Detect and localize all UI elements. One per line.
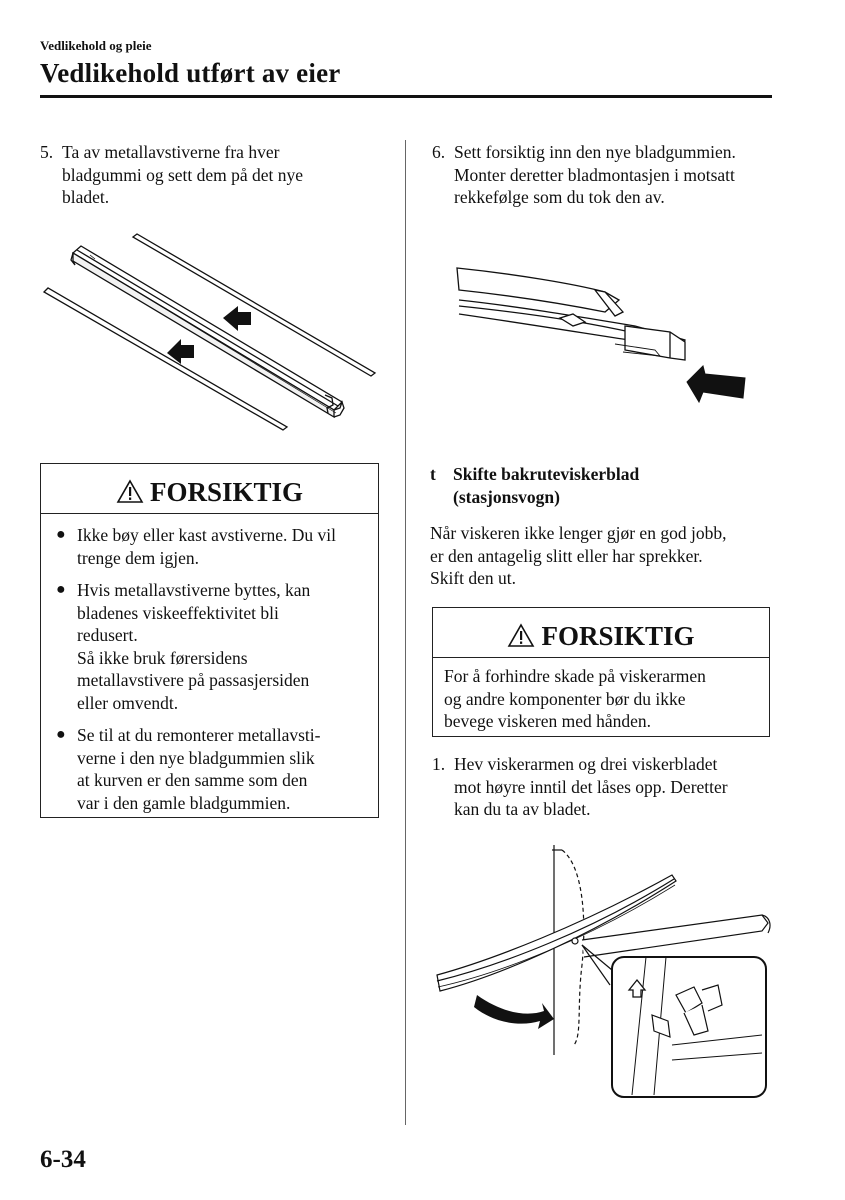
rotate-arrow-icon — [474, 995, 554, 1029]
step-line: Monter deretter bladmontasjen i motsatt — [454, 164, 735, 185]
step-number: 6. — [432, 142, 446, 162]
step-text — [62, 141, 303, 209]
para-line: Når viskeren ikke lenger gjør en god jobb, — [430, 523, 727, 543]
caution-heading — [433, 608, 769, 658]
step-line: Hev viskerarmen og drei viskerbladet — [454, 754, 718, 774]
item-line: Ikke bøy eller kast avstiverne. Du vil — [77, 525, 337, 545]
item-line: Se til at du remonterer metallavsti- — [77, 725, 321, 745]
caution-line: bevege viskeren med hånden. — [444, 711, 652, 731]
step-number: 1. — [432, 754, 446, 774]
title-line: Skifte bakruteviskerblad — [453, 464, 640, 484]
step-6 — [432, 141, 777, 211]
caution-label: FORSIKTIG — [541, 620, 695, 651]
item-line: var i den gamle bladgummien. — [77, 792, 291, 813]
item-line: bladenes viskeeffektivitet bli — [77, 602, 279, 623]
item-line: eller omvendt. — [77, 692, 179, 713]
rotation-path — [562, 850, 584, 1045]
title-line: (stasjonsvogn) — [453, 486, 560, 507]
step-text — [454, 141, 736, 209]
list-item — [41, 579, 378, 714]
arrow-left-icon — [223, 306, 251, 331]
item-line: trenge dem igjen. — [77, 547, 199, 568]
step-5 — [40, 141, 380, 211]
item-line: Så ikke bruk førersidens — [77, 647, 248, 668]
subsection-heading — [430, 463, 775, 511]
step-text — [454, 753, 728, 821]
bullet-icon: ● — [56, 581, 66, 598]
item-line: metallavstivere på passasjersiden — [77, 670, 310, 690]
step-number: 5. — [40, 142, 54, 162]
para-line: er den antagelig slitt eller har sprekker. — [430, 545, 703, 566]
caution-box-right — [432, 607, 770, 737]
subsection-title — [453, 463, 639, 508]
list-item — [41, 524, 378, 569]
title-rule — [40, 95, 772, 98]
item-line: verne i den nye bladgummien slik — [77, 747, 315, 768]
step-line: Sett forsiktig inn den nye bladgummien. — [454, 142, 736, 162]
step-line: kan du ta av bladet. — [454, 799, 591, 819]
step-line: mot høyre inntil det låses opp. Deretter — [454, 776, 728, 797]
intro-paragraph — [430, 522, 775, 590]
caution-box-left — [40, 463, 379, 818]
bullet-icon: ● — [56, 726, 66, 743]
list-item — [41, 724, 378, 814]
blade-insert-illustration — [455, 260, 755, 410]
caution-line: og andre komponenter bør du ikke — [444, 688, 686, 709]
detail-inset — [612, 957, 766, 1097]
section-marker: t — [430, 464, 436, 484]
caution-heading — [41, 464, 378, 514]
para-line: Skift den ut. — [430, 568, 517, 588]
end-cap — [625, 326, 685, 360]
step-line: bladet. — [62, 187, 110, 207]
caution-label: FORSIKTIG — [149, 476, 304, 507]
page-number: 6-34 — [40, 1146, 86, 1173]
caution-line: For å forhindre skade på viskerarmen — [444, 666, 706, 686]
caution-text — [433, 658, 769, 733]
bullet-icon: ● — [56, 526, 66, 543]
item-line: redusert. — [77, 625, 138, 645]
warning-triangle-icon — [116, 479, 144, 504]
wiper-arm — [582, 915, 768, 957]
step-line: rekkefølge som du tok den av. — [454, 187, 665, 207]
section-label: Vedlikehold og pleie — [40, 38, 152, 53]
caution-list — [41, 514, 378, 814]
stiffener-illustration — [40, 230, 385, 440]
warning-triangle-icon — [507, 623, 535, 648]
step-line: Ta av metallavstiverne fra hver — [62, 142, 280, 162]
step-line: bladgummi og sett dem på det nye — [62, 164, 304, 185]
column-divider — [405, 140, 406, 1125]
rear-wiper-illustration — [432, 845, 777, 1105]
page-title: Vedlikehold utført av eier — [40, 58, 341, 88]
item-line: Hvis metallavstiverne byttes, kan — [77, 580, 311, 600]
step-1 — [432, 753, 777, 823]
item-line: at kurven er den samme som den — [77, 770, 308, 790]
